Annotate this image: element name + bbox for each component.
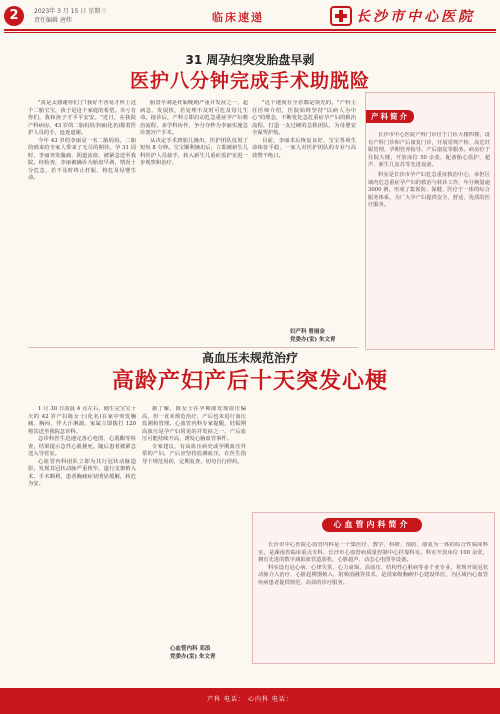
section-title: 临床速递 — [212, 11, 264, 24]
footer-contact: 产科 电话： 心内科 电话： — [207, 696, 293, 703]
paragraph: 心血管内科团队立即为其行冠状动脉造影，发现其冠状动脉严重狭窄，遂行支架植入术，手术顺利，患者胸痛症状明显缓解，转危为安。 — [28, 458, 136, 488]
paragraph: 科室设有冠心病、心律失常、心力衰竭、高血压、结构性心脏病等多个亚专业，常规开展冠状动脉介入治疗、心脏起搏器植入、射频消融等技术，是国家级胸痛中心建设单位，为区域内心血管疾病患者提供规范、高效的诊疗服务。 — [258, 564, 488, 586]
paragraph: 目前，李丽术后恢复良好，宝宝各项生命体征平稳，一家人对医护团队的专业与高效赞不绝口。 — [252, 137, 356, 159]
paragraph: "这个速度在全省都是领先的。"产科主任医师介绍，医院始终坚持"以病人为中心"的理念，不断优化急危重症孕产妇的救治流程，打造一支过硬的急救团队，为母婴安全保驾护航。 — [252, 100, 356, 137]
paragraph: 科室是长沙市孕产妇危急重症救治中心，承担区域内危急重症孕产妇的救治与转诊工作，年分娩量逾 3000 例，形成了集预防、保健、医疗于一体的综合服务体系，为广大孕产妇提供安全、舒适、优质的医疗服务。 — [368, 171, 490, 209]
hospital-logo-icon — [330, 6, 352, 26]
article2-column-2 — [142, 406, 246, 658]
responsible-editor: 责任编辑 唐炜 — [34, 17, 72, 24]
paragraph: 从决定手术到胎儿娩出，医护团队仅用了短短 8 分钟。宝宝顺利娩出后，立即被新生儿科医护人员接手，转入新生儿重症监护室进一步观察和治疗。 — [140, 137, 248, 167]
article2-column-1 — [28, 406, 136, 658]
paragraph: 胎盘早剥是妊娠晚期严重并发症之一，起病急、发展快，若处理不及时可危及母儿生命。接诊后，产科立即启动危急重症孕产妇救治流程，多学科协作，争分夺秒为李丽实施急诊剖宫产手术。 — [140, 100, 248, 137]
article1-subtitle: 31 周孕妇突发胎盘早剥 — [185, 53, 315, 67]
article1-byline: 党委办(室) 朱文青 — [290, 337, 336, 343]
article-divider — [28, 347, 358, 348]
cardiology-intro-text — [258, 542, 488, 658]
issue-date: 2023年 3 月 15 日 星期三 — [34, 8, 107, 15]
article2-byline: 心血管内科 邓浪 — [170, 646, 211, 652]
header-rule — [4, 29, 496, 31]
department-intro-heading: 产科简介 — [366, 110, 414, 123]
page-number: 2 — [4, 6, 24, 26]
paragraph: 急诊科医生迅速完善心电图、心肌酶等检查，结果提示急性心肌梗死。随后患者被紧急送入导管室。 — [28, 436, 136, 458]
header-rule-thin — [4, 32, 496, 33]
cardiology-intro-heading: 心血管内科简介 — [322, 518, 422, 532]
paragraph: 今年 43 岁的李丽是一名二胎妈妈，二胎的到来给全家人带来了无尽的期待。孕 31 周时，李丽突发腹痛、阴道流血，被紧急送至我院。经检查，李丽被确诊为胎盘早剥，情况十分危急，若不及时终止妊娠，将危及母婴生命。 — [28, 137, 136, 182]
article2-byline: 党委办(室) 朱文青 — [170, 654, 216, 660]
article1-column-1 — [28, 100, 136, 300]
article1-column-3 — [252, 100, 356, 333]
article2-subtitle: 高血压未规范治疗 — [201, 351, 298, 365]
article1-column-2 — [140, 100, 248, 300]
paragraph: 据了解，陈女士在孕期即发现血压偏高，但一直未规范治疗，产后也未进行血压监测和管理。心血管内科专家提醒，妊娠期高血压是孕产妇常见的并发症之一，产后血压可能持续升高，诱发心脑血管事件。 — [142, 406, 246, 443]
paper-masthead: 长沙市中心医院 — [356, 9, 475, 25]
paragraph: "真是太感谢你们了!我好不容易才怀上这个二胎宝宝，孩子是这个家庭的希望。幸亏有你们，我和孩子才平平安安。"近日，在我院产科病房，43 岁的二胎妈妈李丽(化名)握着医护人员的手，连连道谢。 — [28, 100, 136, 137]
paragraph: 1 月 30 日凌晨 4 点左右，刚生完宝宝十天的 42 岁产妇陈女士(化名)在家中突发胸痛、胸闷，伴大汗淋漓，家属立即拨打 120 将其送至我院急诊科。 — [28, 406, 136, 435]
article2-title: 高龄产妇产后十天突发心梗 — [111, 369, 388, 394]
paragraph: 长沙市中心医院产科门诊位于门诊大楼四楼，设有产科门诊和产后康复门诊，开展常规产检、高危妊娠管理、孕期营养指导、产后康复等服务。病房位于住院大楼，开放床位 50 余张，配备胎心监护、超声、新生儿复苏等先进设备。 — [368, 132, 490, 169]
paragraph: 专家建议，有高血压病史或孕期血压异常的产妇，产后应坚持监测血压，在医生指导下规范用药，定期复查，切勿自行停药。 — [142, 443, 246, 465]
article1-title: 医护八分钟完成手术助脱险 — [129, 70, 370, 92]
department-intro-text — [368, 132, 490, 342]
article1-byline: 妇产科 曾丽金 — [290, 329, 325, 335]
paragraph: 长沙市中心医院心血管内科是一个集医疗、教学、科研、预防、康复为一体的综合性临床科室，是湖南省临床重点专科、长沙市心血管病质量控制中心挂靠科室。科室开放床位 100 余张，拥有先进的数字减影血管造影机、心脏超声、动态心电图等设备。 — [258, 542, 488, 564]
